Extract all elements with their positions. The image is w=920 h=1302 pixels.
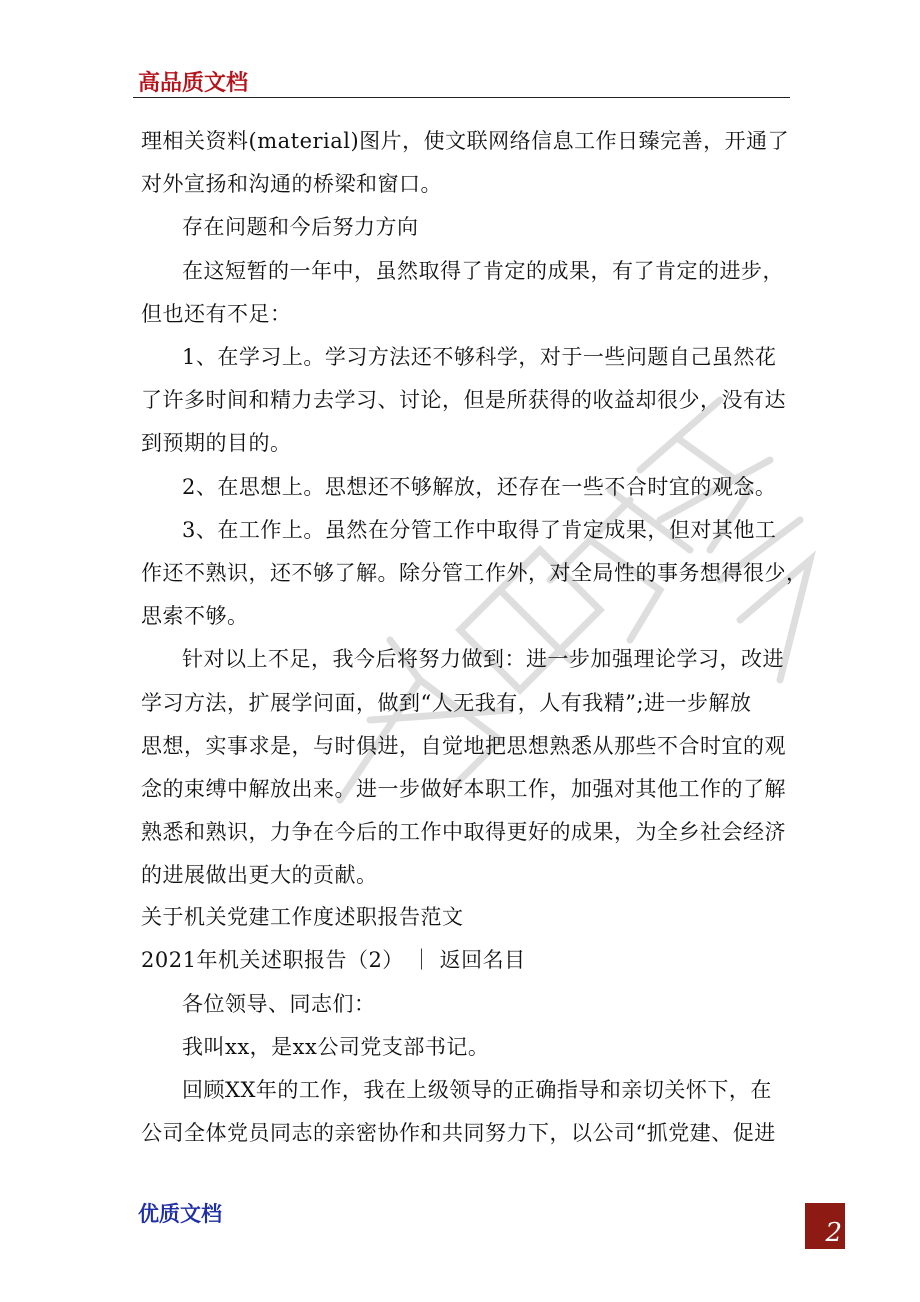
text-line: 但也还有不足： xyxy=(141,302,292,326)
text-line: 3、在工作上。虽然在分管工作中取得了肯定成果，但对其他工 xyxy=(182,518,777,542)
page-number-badge: 2 xyxy=(805,1203,845,1249)
article-title: 关于机关党建工作度述职报告范文 xyxy=(141,905,464,929)
text-line: 了许多时间和精力去学习、讨论，但是所获得的收益却很少，没有达 xyxy=(141,388,786,412)
text-line: 理相关资料(material)图片，使文联网络信息工作日臻完善，开通了 xyxy=(141,129,790,153)
text-line: 思想，实事求是，与时俱进，自觉地把思想熟悉从那些不合时宜的观 xyxy=(141,734,786,758)
salutation: 各位领导、同志们： xyxy=(182,992,376,1016)
text-line: 2、在思想上。思想还不够解放，还存在一些不合时宜的观念。 xyxy=(182,475,777,499)
text-line: 在这短暂的一年中，虽然取得了肯定的成果，有了肯定的进步， xyxy=(182,259,784,283)
text-line: 熟悉和熟识，力争在今后的工作中取得更好的成果，为全乡社会经济 xyxy=(141,820,786,844)
text-line: 的进展做出更大的贡献。 xyxy=(141,863,378,887)
text-line: 到预期的目的。 xyxy=(141,431,292,455)
document-footer-label: 优质文档 xyxy=(138,1202,222,1226)
text-line: 念的束缚中解放出来。进一步做好本职工作，加强对其他工作的了解 xyxy=(141,777,786,801)
text-line: 学习方法，扩展学问面，做到“人无我有，人有我精”;进一步解放 xyxy=(141,691,752,715)
text-line: 公司全体党员同志的亲密协作和共同努力下，以公司“抓党建、促进 xyxy=(141,1121,776,1145)
text-line: 1、在学习上。学习方法还不够科学，对于一些问题自己虽然花 xyxy=(182,345,777,369)
text-line: 思索不够。 xyxy=(141,604,249,628)
document-header-title: 高品质文档 xyxy=(138,71,249,96)
text-line: 针对以上不足，我今后将努力做到：进一步加强理论学习，改进 xyxy=(182,647,784,671)
section-heading: 存在问题和今后努力方向 xyxy=(182,215,419,239)
text-line: 我叫xx，是xx公司党支部书记。 xyxy=(182,1035,490,1059)
text-line: 作还不熟识，还不够了解。除分管工作外，对全局性的事务想得很少， xyxy=(141,561,808,585)
report-nav-link[interactable]: 2021年机关述职报告（2） ｜ 返回名目 xyxy=(141,948,526,972)
text-line: 回顾XX年的工作，我在上级领导的正确指导和亲切关怀下，在 xyxy=(182,1078,772,1102)
text-line: 对外宣扬和沟通的桥梁和窗口。 xyxy=(141,172,442,196)
